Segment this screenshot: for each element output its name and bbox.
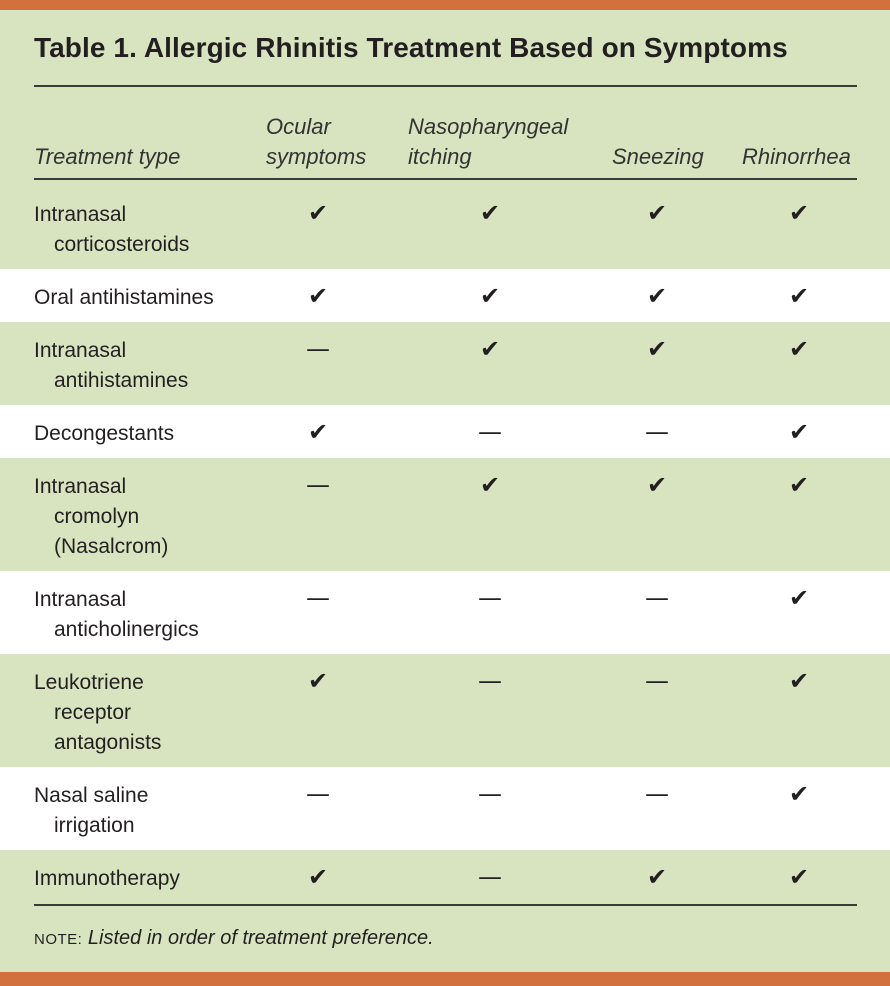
column-header-line: symptoms [266, 144, 367, 169]
treatment-type-cell [34, 472, 249, 562]
dash-mark: — [478, 584, 502, 612]
checkmark-icon: ✔ [646, 471, 668, 499]
table-row [0, 269, 890, 322]
dash-mark: — [306, 780, 330, 808]
checkmark-icon: ✔ [788, 584, 810, 612]
checkmark-icon: ✔ [646, 199, 668, 227]
table-title: Table 1. Allergic Rhinitis Treatment Based on Symptoms [34, 32, 788, 63]
checkmark-icon: ✔ [307, 199, 329, 227]
treatment-type-cell [34, 419, 249, 449]
checkmark-icon: ✔ [479, 199, 501, 227]
treatment-type-line: anticholinergics [54, 618, 199, 641]
treatment-type-line: Oral antihistamines [34, 286, 214, 309]
dash-mark: — [645, 667, 669, 695]
dash-mark: — [645, 584, 669, 612]
treatment-type-cell [34, 585, 249, 645]
column-header-rhinorrhea [742, 142, 851, 172]
checkmark-icon: ✔ [788, 863, 810, 891]
column-header-line: Nasopharyngeal [408, 114, 569, 139]
treatment-type-line: Intranasal [34, 475, 127, 498]
checkmark-icon: ✔ [788, 282, 810, 310]
dash-mark: — [645, 418, 669, 446]
dash-mark: — [306, 471, 330, 499]
table-row [0, 458, 890, 571]
treatment-type-line: corticosteroids [54, 233, 190, 256]
table-header [0, 100, 890, 178]
checkmark-icon: ✔ [646, 335, 668, 363]
note-text: Listed in order of treatment preference. [87, 927, 434, 949]
dash-mark: — [478, 780, 502, 808]
table-note [34, 924, 434, 954]
checkmark-icon: ✔ [646, 863, 668, 891]
table-row [0, 186, 890, 269]
treatment-type-cell [34, 283, 249, 313]
column-header-line: itching [408, 144, 472, 169]
checkmark-icon: ✔ [788, 335, 810, 363]
table-row [0, 767, 890, 850]
column-header-line: Treatment type [34, 144, 181, 169]
treatment-type-line: (Nasalcrom) [54, 535, 169, 558]
table-row [0, 850, 890, 903]
checkmark-icon: ✔ [479, 471, 501, 499]
checkmark-icon: ✔ [307, 282, 329, 310]
checkmark-icon: ✔ [788, 667, 810, 695]
top-accent-bar [0, 0, 890, 10]
column-header-line: Rhinorrhea [742, 144, 851, 169]
checkmark-icon: ✔ [788, 780, 810, 808]
column-header-line: Sneezing [612, 144, 704, 169]
checkmark-icon: ✔ [479, 335, 501, 363]
treatment-type-line: Immunotherapy [34, 867, 180, 890]
treatment-type-line: antihistamines [54, 369, 189, 392]
header-rule [34, 178, 857, 180]
treatment-type-cell [34, 668, 249, 758]
table-row [0, 571, 890, 654]
treatment-type-line: Intranasal [34, 203, 127, 226]
table-bottom-rule [34, 904, 857, 906]
table-row [0, 654, 890, 767]
column-header-naso [408, 112, 568, 172]
treatment-type-cell [34, 336, 249, 396]
dash-mark: — [306, 584, 330, 612]
column-header-treatment [34, 142, 180, 172]
checkmark-icon: ✔ [788, 199, 810, 227]
checkmark-icon: ✔ [788, 471, 810, 499]
treatment-type-line: Intranasal [34, 339, 127, 362]
treatment-type-line: Nasal saline [34, 784, 149, 807]
title-rule [34, 85, 857, 87]
treatment-type-line: irrigation [54, 814, 135, 837]
column-header-sneezing [612, 142, 704, 172]
checkmark-icon: ✔ [307, 418, 329, 446]
table-body [0, 186, 890, 903]
treatment-type-cell [34, 864, 249, 894]
column-header-ocular [266, 112, 366, 172]
treatment-type-line: cromolyn [54, 505, 140, 528]
note-label: NOTE: [34, 931, 83, 948]
treatment-type-line: Decongestants [34, 422, 175, 445]
treatment-type-line: receptor [54, 701, 132, 724]
bottom-accent-bar [0, 972, 890, 986]
table-row [0, 405, 890, 458]
dash-mark: — [478, 418, 502, 446]
treatment-type-line: Intranasal [34, 588, 127, 611]
treatment-type-line: Leukotriene [34, 671, 144, 694]
dash-mark: — [478, 863, 502, 891]
checkmark-icon: ✔ [646, 282, 668, 310]
checkmark-icon: ✔ [307, 863, 329, 891]
dash-mark: — [306, 335, 330, 363]
checkmark-icon: ✔ [788, 418, 810, 446]
column-header-line: Ocular [266, 114, 331, 139]
dash-mark: — [478, 667, 502, 695]
checkmark-icon: ✔ [479, 282, 501, 310]
treatment-type-cell [34, 200, 249, 260]
treatment-type-cell [34, 781, 249, 841]
treatment-type-line: antagonists [54, 731, 162, 754]
dash-mark: — [645, 780, 669, 808]
table-row [0, 322, 890, 405]
checkmark-icon: ✔ [307, 667, 329, 695]
